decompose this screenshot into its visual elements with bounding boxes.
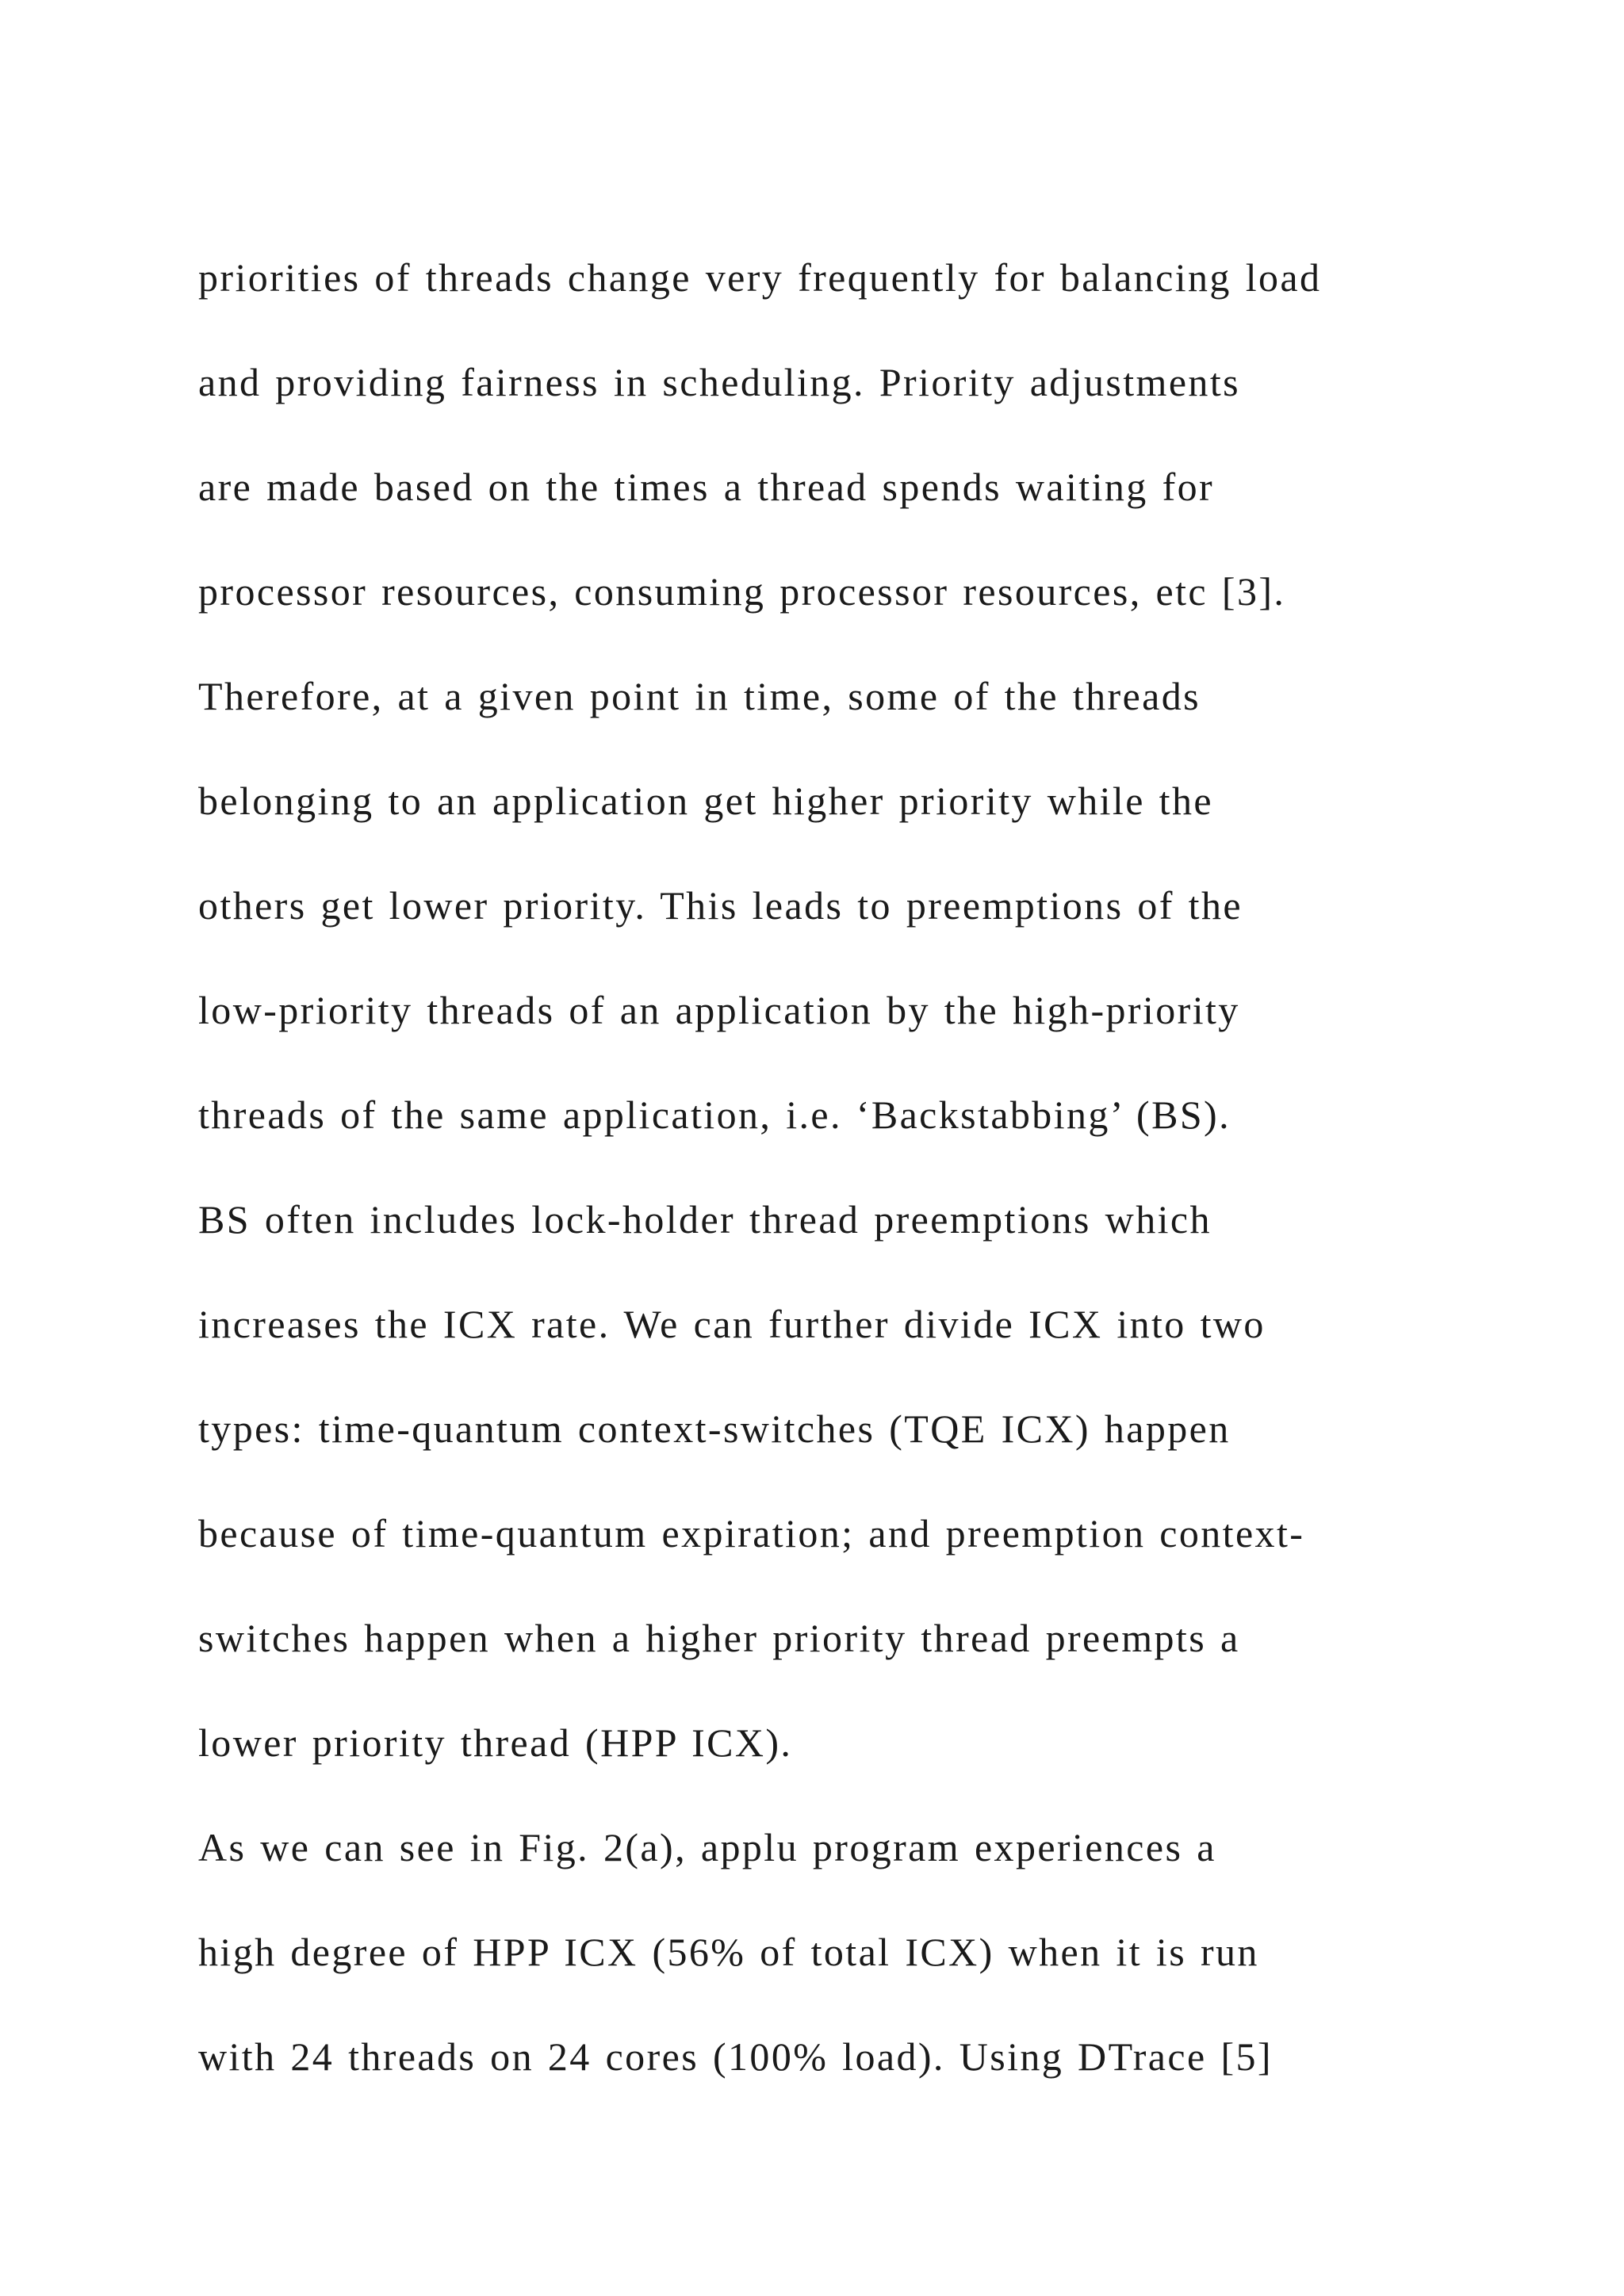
text-line: Therefore, at a given point in time, some of the threads xyxy=(198,674,1201,718)
text-line: belonging to an application get higher priority while the xyxy=(198,779,1213,823)
text-line: are made based on the times a thread spends waiting for xyxy=(198,465,1215,509)
text-line: low-priority threads of an application by the high-priority xyxy=(198,988,1240,1032)
text-line: switches happen when a higher priority thread preempts a xyxy=(198,1616,1240,1660)
text-line: increases the ICX rate. We can further divide ICX into two xyxy=(198,1302,1266,1346)
text-line: processor resources, consuming processor resources, etc [3]. xyxy=(198,569,1286,614)
text-line: because of time-quantum expiration; and preemption context- xyxy=(198,1511,1305,1556)
text-line: high degree of HPP ICX (56% of total ICX) when it is run xyxy=(198,1930,1259,1974)
text-line: types: time-quantum context-switches (TQE ICX) happen xyxy=(198,1406,1231,1451)
text-line: threads of the same application, i.e. ‘Backstabbing’ (BS). xyxy=(198,1093,1231,1137)
text-line: priorities of threads change very frequently for balancing load xyxy=(198,255,1322,300)
text-line: others get lower priority. This leads to preemptions of the xyxy=(198,883,1243,928)
text-line: with 24 threads on 24 cores (100% load). Using DTrace [5] xyxy=(198,2034,1273,2079)
text-line: BS often includes lock-holder thread preemptions which xyxy=(198,1197,1212,1242)
text-line: lower priority thread (HPP ICX). xyxy=(198,1720,793,1765)
text-line: As we can see in Fig. 2(a), applu program experiences a xyxy=(198,1825,1216,1869)
text-line: and providing fairness in scheduling. Priority adjustments xyxy=(198,360,1240,404)
body-text xyxy=(198,238,1562,2122)
